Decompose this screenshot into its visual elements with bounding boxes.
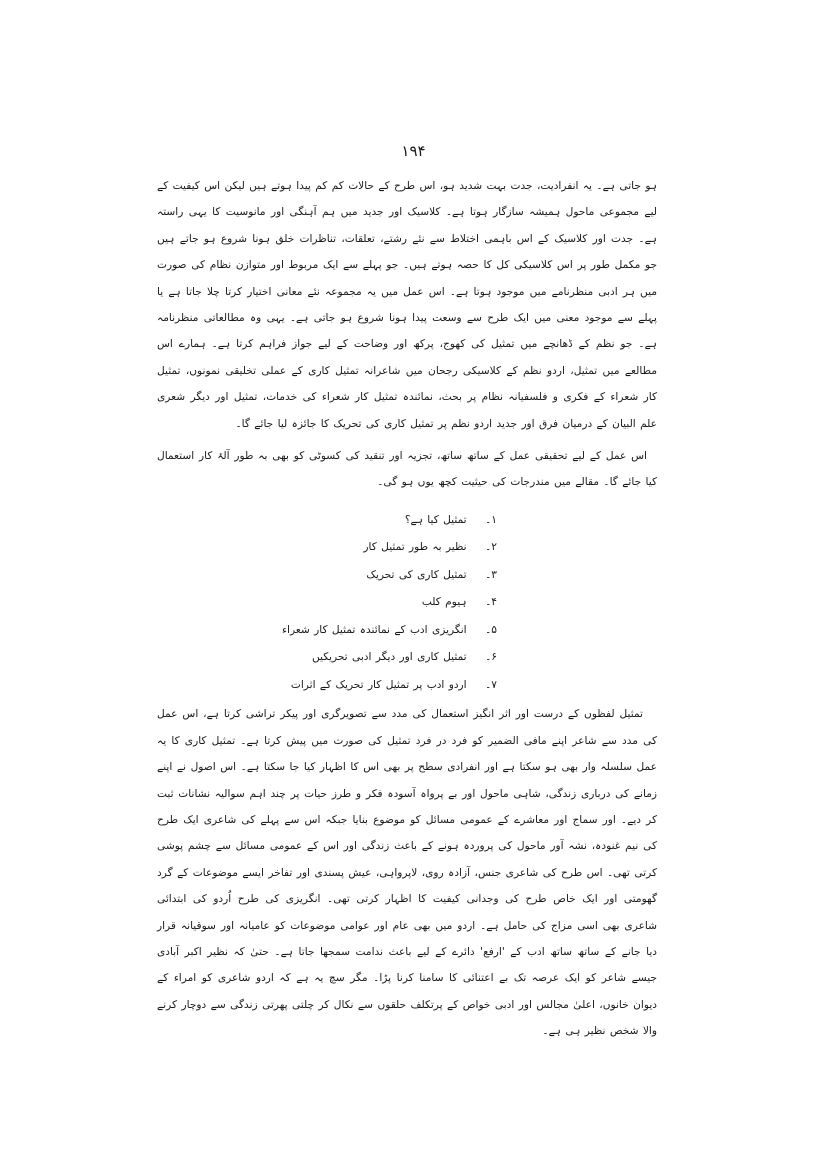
list-item (157, 644, 657, 672)
list-item-text: تمثیل کاری کی تحریک (366, 568, 467, 581)
list-item-text: تمثیل کاری اور دیگر ادبی تحریکیں (311, 651, 467, 664)
list-item-text: انگریزی ادب کے نمائندہ تمثیل کار شعراء (282, 623, 467, 636)
list-item-number: ۳۔ (485, 568, 497, 581)
list-item-text: نظیر بہ طور تمثیل کار (363, 541, 467, 554)
list-item-text: تمثیل کیا ہے؟ (404, 513, 467, 526)
list-item (157, 672, 657, 700)
list-item-number: ۵۔ (485, 623, 497, 636)
list-item-number: ۱۔ (485, 513, 497, 526)
contents-list (157, 507, 657, 700)
paragraph-body: تمثیل لفظوں کے درست اور اثر انگیز استعمال کی مدد سے تصویرگری اور پیکر تراشی کرتا ہے، اس عمل کی مدد سے شاعر اپنے مافی الضمیر کو فرد در فرد تمثیل کی صورت میں پیش کرتا ہے۔ تمثیل کاری کا یہ عمل سلسلہ وار بھی ہو سکتا ہے اور انفرادی سطح پر بھی اس کا اظہار کیا جا سکتا ہے۔ اس اصول نے اپنے زمانے کی درباری زندگی، شاہی ماحول اور بے پرواہ آسودہ فکر و طرز حیات پر چند اہم سوالیہ نشانات ثبت کر دیے۔ اور سماج اور معاشرے کے عمومی مسائل کو موضوع بنایا جبکہ اس سے پہلے کی شاعری ایک طرح کی نیم غنودہ، نشہ آور ماحول کی پروردہ ہونے کے باعث زندگی اور اس کے عمومی مسائل سے چشم پوشی کرتی تھی۔ اس طرح کی شاعری جنس، آزادہ روی، لاپرواہی، عیش پسندی اور تفاخر ایسے موضوعات کے گرد گھومتی اور ایک خاص طرح کی وجدانی کیفیت کا اظہار کرتی تھی۔ انگریزی کی طرح اُردو کی ابتدائی شاعری بھی اسی مزاج کی حامل ہے۔ اردو میں بھی عام اور عوامی موضوعات کو عامیانہ اور سوقیانہ قرار دیا جانے کے ساتھ ساتھ ادب کے 'ارفع' دائرے کے لیے باعث ندامت سمجھا جاتا ہے۔ حتیٰ کہ نظیر اکبر آبادی جیسے شاعر کو ایک عرصہ تک بے اعتنائی کا سامنا کرنا پڑا۔ مگر سچ یہ ہے کہ اردو شاعری کو امراء کے دیوان خانوں، اعلیٰ مجالس اور ادبی خواص کے پرتکلف حلقوں سے نکال کر چلتی پھرتی زندگی سے دوچار کرنے والا شخص نظیر ہی ہے۔ (157, 708, 657, 1038)
list-item-text: اردو ادب پر تمثیل کار تحریک کے اثرات (290, 678, 467, 691)
list-item-text: ہیوم کلب (421, 596, 467, 609)
list-item-number: ۲۔ (485, 541, 497, 554)
list-item (157, 617, 657, 645)
paragraph-method: اس عمل کے لیے تحقیقی عمل کے ساتھ ساتھ، تجزیہ اور تنقید کی کسوٹی کو بھی بہ طور آلۂ کار استعمال کیا جائے گا۔ مقالے میں مندرجات کی حیثیت کچھ یوں ہو گی۔ (157, 450, 657, 489)
list-item (157, 562, 657, 590)
list-item-number: ۶۔ (485, 651, 497, 664)
list-item (157, 589, 657, 617)
list-item-number: ۴۔ (485, 596, 497, 609)
page-number: ۱۹۴ (401, 142, 426, 160)
paragraph-intro: ہو جاتی ہے۔ یہ انفرادیت، جدت بہت شدید ہو، اس طرح کے حالات کم کم پیدا ہوتے ہیں لیکن اس کیفیت کے لیے مجموعی ماحول ہمیشہ سازگار ہوتا ہے۔ کلاسیک اور جدید میں ہم آہنگی اور مانوسیت کا یہی راستہ ہے۔ جدت اور کلاسیک کے اس باہمی اختلاط سے نئے رشتے، تعلقات، تناظرات خلق ہونا شروع ہو جاتے ہیں جو مکمل طور پر اس کلاسیکی کل کا حصہ ہوتے ہیں۔ جو پہلے سے ایک مربوط اور متوازن نظام کی صورت میں ہر ادبی منظرنامے میں موجود ہوتا ہے۔ اس عمل میں یہ مجموعہ نئے معانی اختیار کرتا چلا جاتا ہے یا پہلے سے موجود معنی میں ایک طرح سے وسعت پیدا ہونا شروع ہو جاتی ہے۔ یہی وہ مطالعاتی منظرنامہ ہے۔ جو نظم کے ڈھانچے میں تمثیل کی کھوج، پرکھ اور وضاحت کے لیے جواز فراہم کرتا ہے۔ ہمارے اس مطالعے میں تمثیل، اردو نظم کے کلاسیکی رجحان میں شاعرانہ تمثیل کاری کے عملی تخلیقی نمونوں، تمثیل کار شعراء کے فکری و فلسفیانہ نظام پر بحث، نمائندہ تمثیل کار شعراء کی خدمات، تمثیل اور دیگر شعری علم البیان کے درمیان فرق اور جدید اردو نظم پر تمثیل کاری کی تحریک کا جائزہ لیا جائے گا۔ (157, 180, 657, 430)
list-item (157, 534, 657, 562)
list-item-number: ۷۔ (485, 678, 497, 691)
list-item (157, 507, 657, 535)
body-text (157, 173, 657, 1045)
